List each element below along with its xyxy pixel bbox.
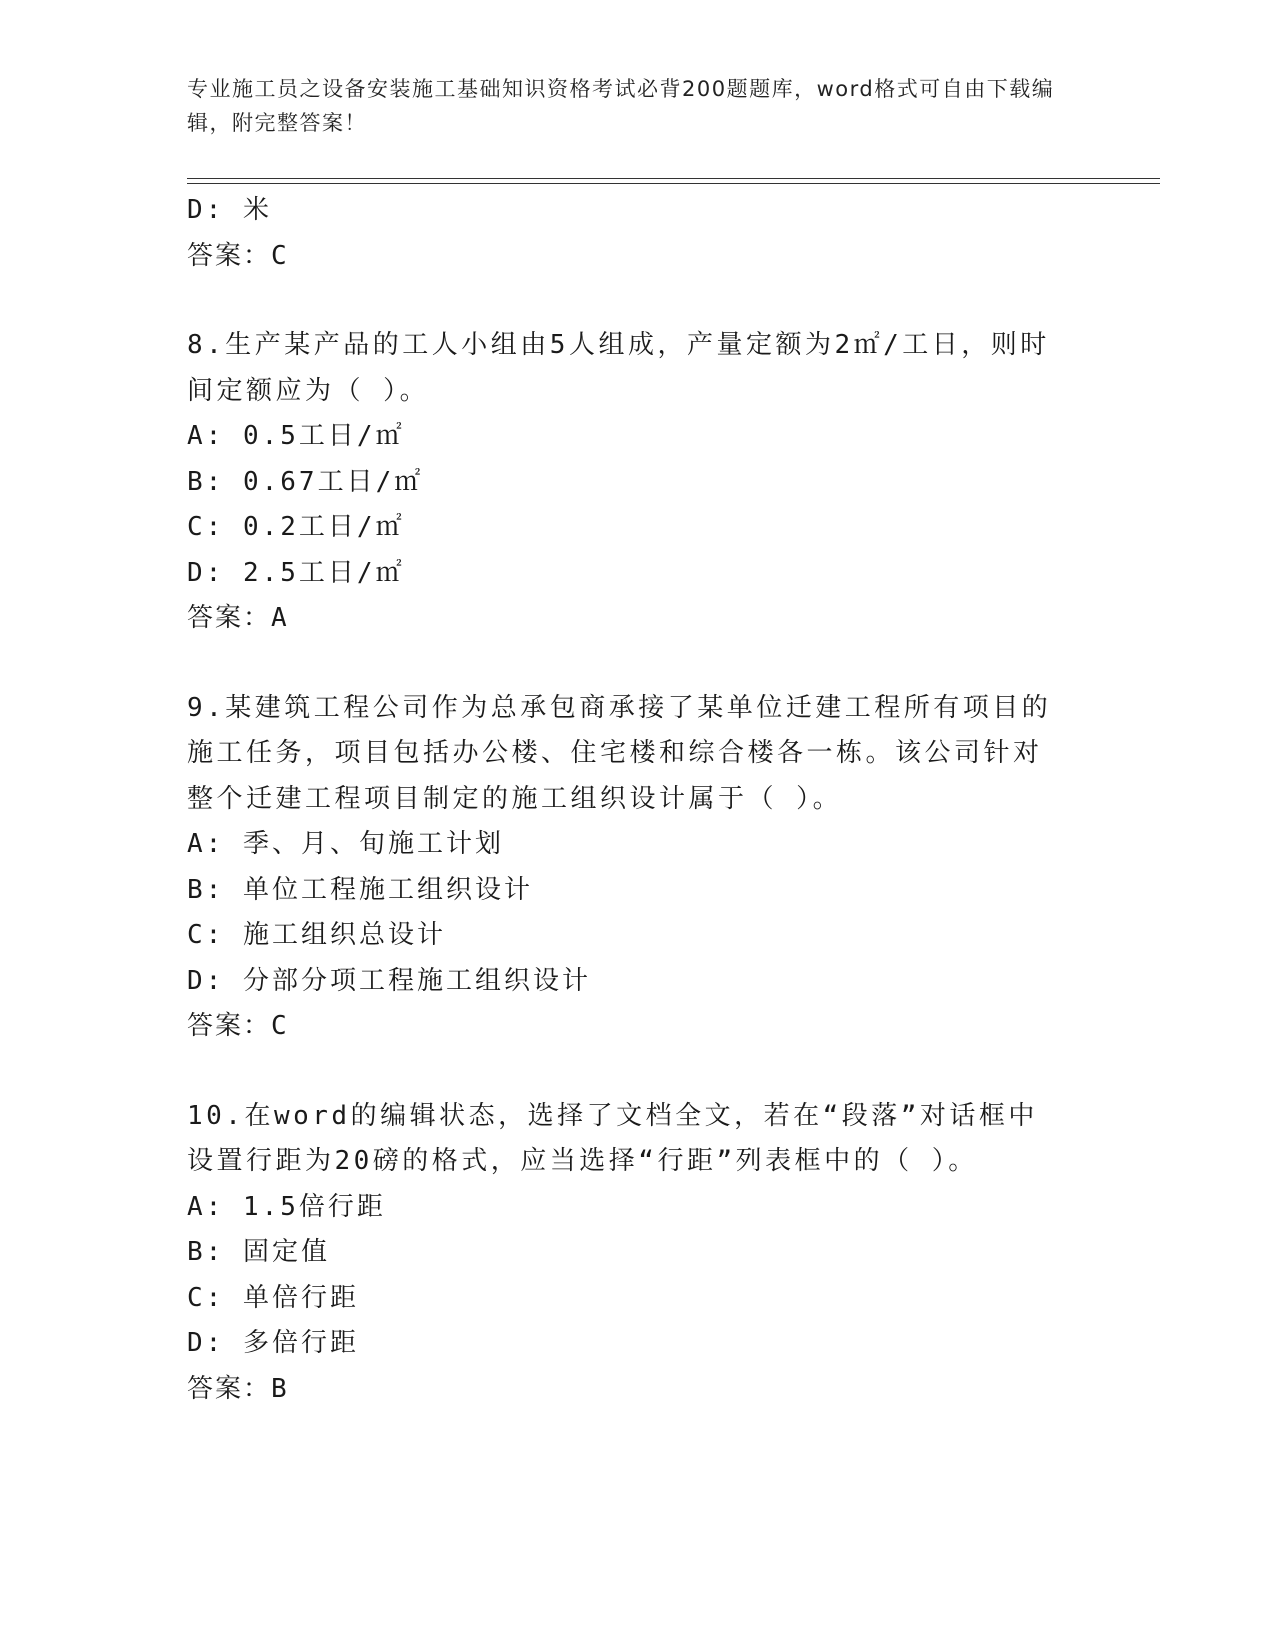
option-label: D:	[187, 1328, 225, 1358]
answer-value: A	[271, 603, 289, 633]
answer-line	[187, 1004, 1087, 1050]
option-label: B:	[187, 874, 225, 905]
option-label: C:	[187, 1282, 225, 1313]
question-text: 10.在word的编辑状态，选择了文档全文，若在“段落”对话框中设置行距为20磅的格式，应当选择“行距”列表框中的（ ）。	[187, 1100, 1038, 1176]
option-text: 固定值	[242, 1237, 330, 1267]
option-text: 多倍行距	[242, 1328, 359, 1358]
option-text: 单位工程施工组织设计	[242, 874, 533, 905]
option-label: A:	[187, 421, 225, 451]
option-text: 0.67工日/㎡	[242, 466, 424, 497]
option-label: D:	[187, 965, 225, 996]
option-text: 季、月、旬施工计划	[242, 829, 504, 859]
answer-label: 答案：	[187, 1011, 272, 1041]
option-d	[187, 551, 1087, 597]
option-a	[187, 1185, 1087, 1231]
option-text: 0.2工日/㎡	[242, 512, 405, 542]
option-label: D:	[187, 195, 225, 225]
header-divider-top	[187, 178, 1160, 179]
option-d	[187, 959, 1087, 1005]
option-d	[187, 1321, 1087, 1367]
option-label: A:	[187, 829, 225, 859]
question-text: 8.生产某产品的工人小组由5人组成，产量定额为2㎡/工日，则时间定额应为（ ）。	[187, 330, 1050, 406]
option-label: C:	[187, 920, 225, 950]
answer-label: 答案：	[187, 1373, 272, 1404]
option-text: 1.5倍行距	[242, 1191, 386, 1222]
option-c	[187, 913, 1087, 959]
header-divider-bottom	[187, 183, 1160, 184]
answer-value: B	[271, 1373, 289, 1404]
question-9	[187, 686, 1087, 1050]
answer-line	[187, 234, 1087, 280]
answer-line	[187, 1367, 1087, 1413]
option-label: A:	[187, 1191, 225, 1222]
option-b	[187, 1230, 1087, 1276]
answer-line	[187, 596, 1087, 642]
option-text: 0.5工日/㎡	[242, 421, 405, 451]
option-a	[187, 414, 1087, 460]
option-text: 2.5工日/㎡	[242, 557, 405, 588]
option-b	[187, 460, 1087, 506]
option-c	[187, 505, 1087, 551]
answer-label: 答案：	[187, 240, 272, 271]
option-text: 米	[242, 195, 272, 225]
option-b	[187, 868, 1087, 914]
document-header: 专业施工员之设备安装施工基础知识资格考试必背200题题库，word格式可自由下载编辑，附完整答案！	[187, 77, 1055, 135]
question-text: 9.某建筑工程公司作为总承包商承接了某单位迁建工程所有项目的施工任务，项目包括办公楼、住宅楼和综合楼各一栋。该公司针对整个迁建工程项目制定的施工组织设计属于（ ）。	[187, 692, 1052, 814]
option-text: 施工组织总设计	[242, 920, 446, 950]
question-8	[187, 323, 1087, 642]
option-label: B:	[187, 1237, 225, 1267]
option-d	[187, 188, 1087, 234]
option-text: 单倍行距	[242, 1282, 359, 1313]
option-label: C:	[187, 512, 225, 542]
option-text: 分部分项工程施工组织设计	[242, 965, 591, 996]
option-label: D:	[187, 557, 225, 588]
option-a	[187, 822, 1087, 868]
option-label: B:	[187, 466, 225, 497]
question-10	[187, 1094, 1087, 1413]
question-7-tail	[187, 188, 1087, 279]
answer-value: C	[271, 240, 289, 271]
option-c	[187, 1276, 1087, 1322]
answer-label: 答案：	[187, 603, 272, 633]
document-body	[187, 188, 1087, 1412]
answer-value: C	[271, 1011, 289, 1041]
